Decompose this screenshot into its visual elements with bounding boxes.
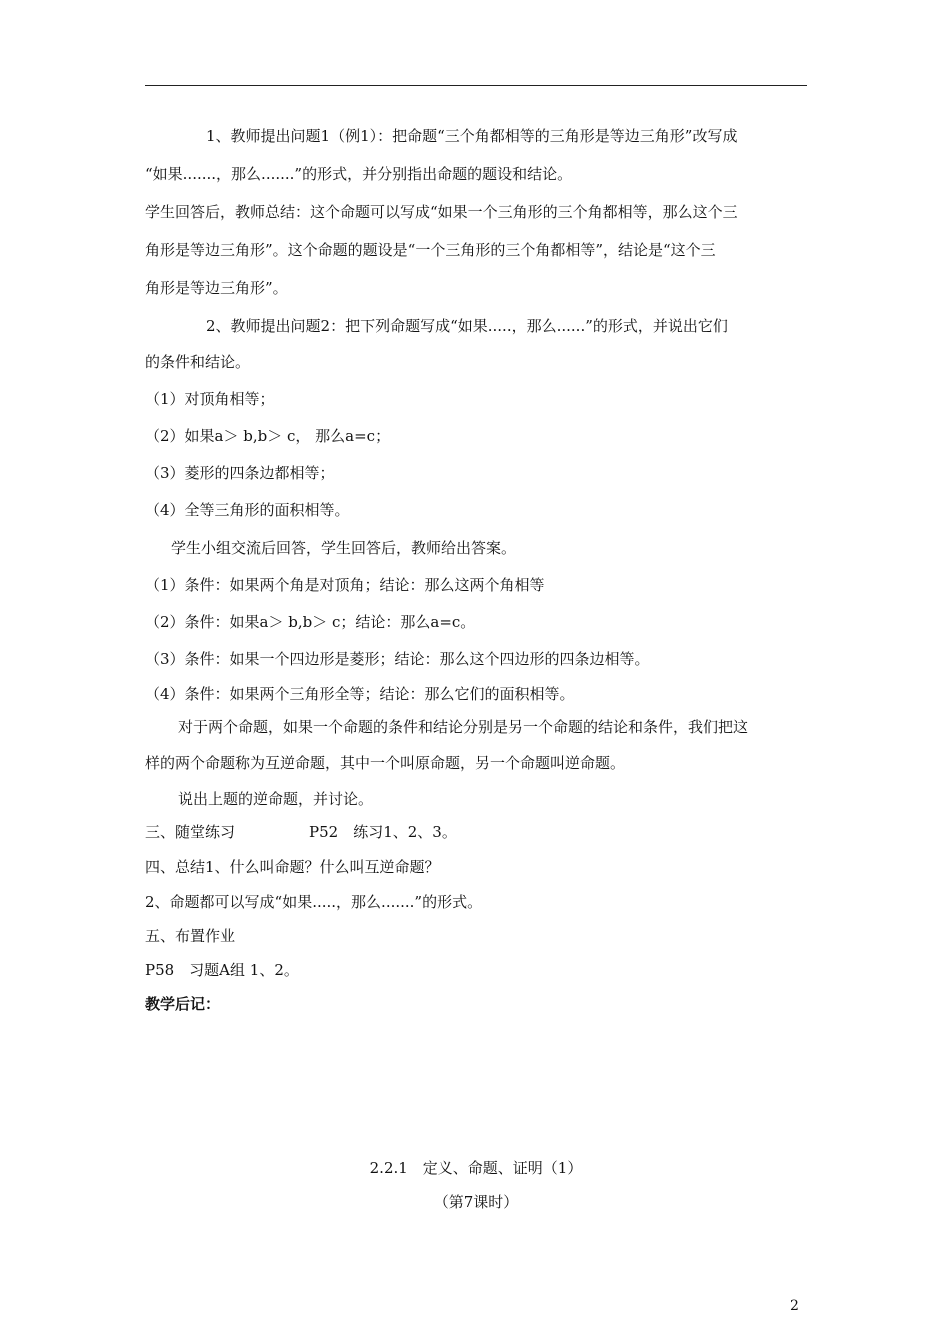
page-number: 2 <box>790 1298 799 1314</box>
section-four-item: 2、命题都可以写成“如果.....，那么.......”的形式。 <box>145 893 483 911</box>
paragraph-line: 角形是等边三角形”。 <box>145 279 288 297</box>
section-three-title: 三、随堂练习 <box>145 823 236 841</box>
paragraph-line: 学生回答后，教师总结：这个命题可以写成“如果一个三角形的三个角都相等，那么这个三 <box>145 203 738 221</box>
paragraph-line: 样的两个命题称为互逆命题，其中一个叫原命题，另一个命题叫逆命题。 <box>145 754 626 772</box>
paragraph-line: 学生小组交流后回答，学生回答后，教师给出答案。 <box>171 539 517 557</box>
answer-item: （2）条件：如果a＞ b,b＞ c；结论：那么a=c。 <box>145 613 476 631</box>
question-item: （2）如果a＞ b,b＞ c， 那么a=c； <box>145 427 391 445</box>
paragraph-line: 说出上题的逆命题，并讨论。 <box>178 790 374 808</box>
answer-item: （3）条件：如果一个四边形是菱形；结论：那么这个四边形的四条边相等。 <box>145 650 650 668</box>
section-three <box>145 822 457 842</box>
section-five: 五、布置作业 <box>145 927 236 945</box>
next-lesson-title: 2.2.1 定义、命题、证明（1） <box>369 1159 583 1177</box>
paragraph-line: 2、教师提出问题2：把下列命题写成“如果.....，那么......”的形式，并说出它们 <box>206 317 728 335</box>
paragraph-line: 1、教师提出问题1（例1）：把命题“三个角都相等的三角形是等边三角形”改写成 <box>206 127 738 145</box>
question-item: （3）菱形的四条边都相等； <box>145 464 335 482</box>
question-item: （4）全等三角形的面积相等。 <box>145 501 350 519</box>
section-three-exercise: P52 练习1、2、3。 <box>309 823 457 841</box>
paragraph-line: “如果.......，那么.......”的形式，并分别指出命题的题设和结论。 <box>145 165 573 183</box>
teaching-notes-label: 教学后记： <box>145 995 221 1013</box>
paragraph-line: 对于两个命题，如果一个命题的条件和结论分别是另一个命题的结论和条件，我们把这 <box>178 718 749 736</box>
question-item: （1）对顶角相等； <box>145 390 275 408</box>
section-five-item: P58 习题A组 1、2。 <box>145 961 299 979</box>
next-lesson-subtitle: （第7课时） <box>433 1193 519 1211</box>
paragraph-line: 角形是等边三角形”。这个命题的题设是“一个三角形的三个角都相等”，结论是“这个三 <box>145 241 716 259</box>
section-four: 四、总结1、什么叫命题？什么叫互逆命题？ <box>145 858 440 876</box>
answer-item: （4）条件：如果两个三角形全等；结论：那么它们的面积相等。 <box>145 685 575 703</box>
answer-item: （1）条件：如果两个角是对顶角；结论：那么这两个角相等 <box>145 576 545 594</box>
paragraph-line: 的条件和结论。 <box>145 353 251 371</box>
header-rule <box>145 85 807 86</box>
